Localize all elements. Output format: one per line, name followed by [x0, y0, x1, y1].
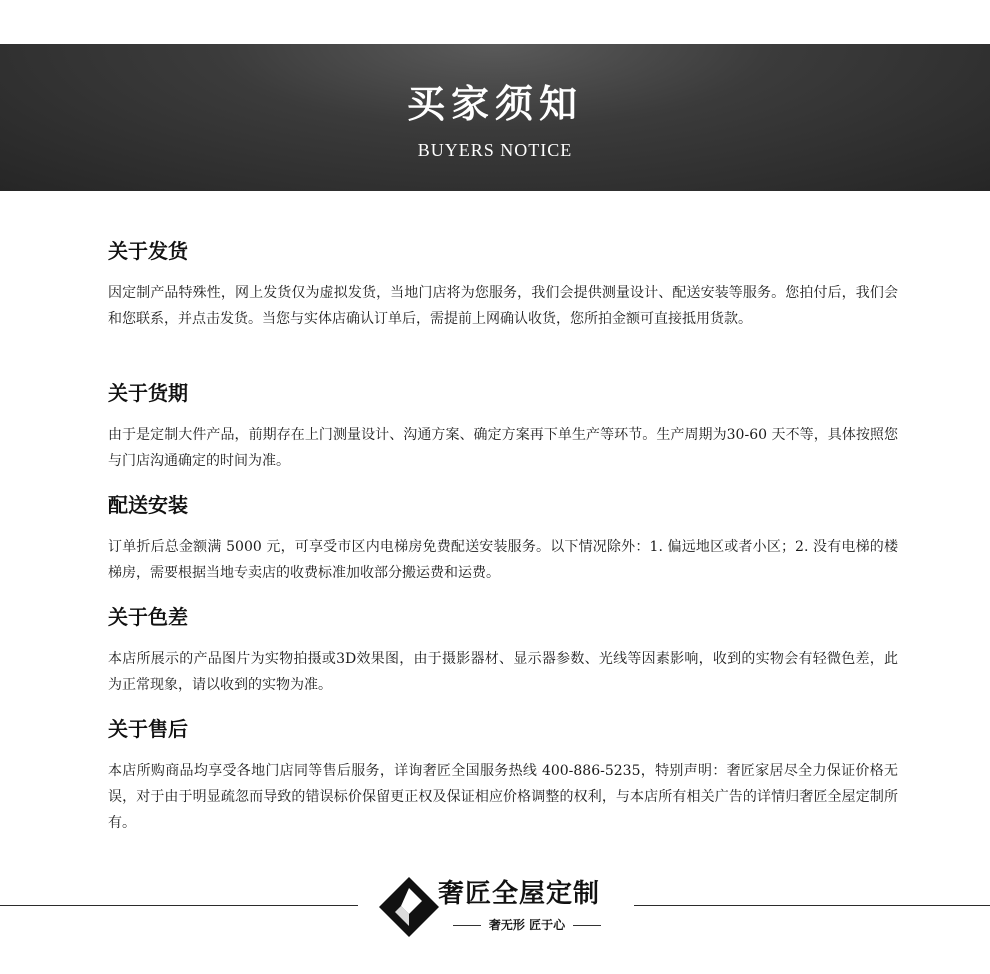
section-heading: 关于色差	[108, 605, 188, 629]
section-heading: 关于发货	[108, 239, 188, 263]
section-heading: 关于售后	[108, 717, 188, 741]
section-installation	[108, 492, 898, 586]
slogan-dash-right	[573, 925, 601, 926]
diamond-logo-icon	[378, 876, 440, 938]
section-shipping	[108, 238, 898, 332]
footer-divider-right	[634, 905, 990, 906]
header-banner	[0, 44, 990, 191]
brand-slogan: 奢无形 匠于心	[488, 918, 566, 932]
banner-subtitle: BUYERS NOTICE	[417, 140, 573, 160]
section-body: 订单折后总金额满 5000 元，可享受市区内电梯房免费配送安装服务。以下情况除外：1. 偏远地区或者小区；2. 没有电梯的楼梯房，需要根据当地专卖店的收费标准加收部分搬运费和运费。	[108, 539, 898, 581]
section-body: 由于是定制大件产品，前期存在上门测量设计、沟通方案、确定方案再下单生产等环节。生产周期为30-60 天不等，具体按照您与门店沟通确定的时间为准。	[108, 427, 898, 469]
section-color-difference	[108, 604, 898, 698]
slogan-dash-left	[453, 925, 481, 926]
brand-slogan-row	[444, 916, 610, 934]
section-body: 本店所购商品均享受各地门店同等售后服务，详询奢匠全国服务热线 400-886-5235，特别声明：奢匠家居尽全力保证价格无误，对于由于明显疏忽而导致的错误标价保留更正权及保证相应价格调整的权利，与本店所有相关广告的详情归奢匠全屋定制所有。	[108, 763, 898, 831]
section-after-sales	[108, 716, 898, 836]
brand-name: 奢匠全屋定制	[438, 879, 601, 909]
section-heading: 配送安装	[108, 493, 188, 517]
section-body: 因定制产品特殊性，网上发货仅为虚拟发货，当地门店将为您服务，我们会提供测量设计、配送安装等服务。您拍付后，我们会和您联系，并点击发货。当您与实体店确认订单后，需提前上网确认收货，您所拍金额可直接抵用货款。	[108, 285, 898, 327]
banner-title: 买家须知	[406, 81, 583, 126]
brand-logo	[378, 874, 618, 940]
section-heading: 关于货期	[108, 381, 188, 405]
section-delivery-time	[108, 380, 898, 474]
section-body: 本店所展示的产品图片为实物拍摄或3D效果图，由于摄影器材、显示器参数、光线等因素影响，收到的实物会有轻微色差，此为正常现象，请以收到的实物为准。	[108, 651, 898, 693]
footer-divider-left	[0, 905, 358, 906]
